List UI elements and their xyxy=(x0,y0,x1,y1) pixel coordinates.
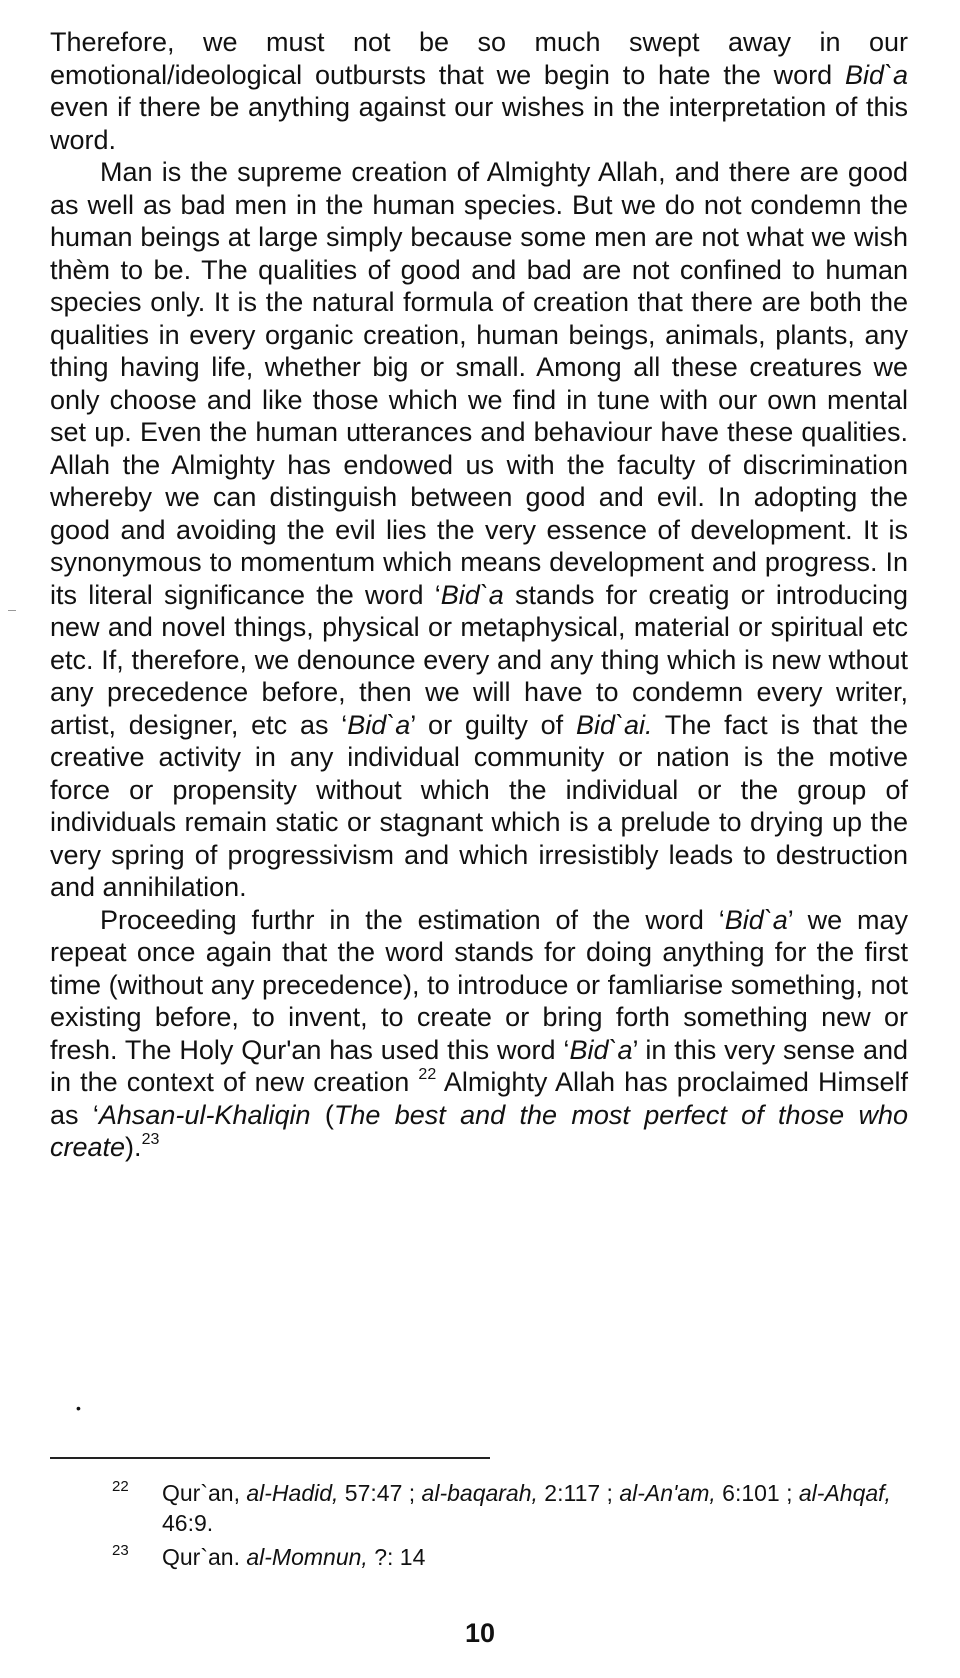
term-bida: Bid`a xyxy=(440,579,504,610)
paragraph-2: Man is the supreme creation of Almighty Allah, and there are good as well as bad men in the human species. But we do not condemn the human beings at large simply because some men are not what we wish thèm to be. The qualities of good and bad are not confined to human species only. It is the natural formula of creation that there are both the qualities in every organic creation, human beings, animals, plants, any thing having life, whether big or small. Among all these creatures we only choose and like those which we find in tune with our own mental set up. Even the human utterances and behaviour have these qualities. Allah the Almighty has endowed us with the faculty of discrimination whereby we can distinguish between good and evil. In adopting the good and avoiding the evil lies the very essence of development. It is synonymous to momentum which means development and progress. In its literal significance the word ‘Bid`a stands for creatig or introducing new and novel things, physical or metaphysical, material or spiritual etc etc. If, therefore, we denounce every and any thing which is new wthout any precedence before, then we will have to condemn every writer, artist, designer, etc as ‘Bid`a’ or guilty of Bid`ai. The fact is that the creative activity in any individual community or nation is the motive force or propensity without which the individual or the group of individuals remain static or stagnant which is a prelude to drying up the very spring of progressivism and which irresistibly leads to destruction and annihilation. xyxy=(50,157,908,902)
body-text xyxy=(50,26,908,1164)
term-bidai: Bid`ai. xyxy=(575,709,653,740)
footnote-number: 23 xyxy=(112,1542,129,1559)
footnote-23: 23 Qur`an. al-Momnun, ?: 14 xyxy=(50,1542,920,1572)
footnote-number: 22 xyxy=(112,1478,129,1495)
footnote-divider xyxy=(50,1457,490,1459)
term-bida: Bid`a xyxy=(569,1034,633,1065)
bullet-mark: • xyxy=(76,1400,81,1416)
term-bida: Bid`a xyxy=(347,709,411,740)
margin-mark xyxy=(8,610,16,611)
page-number: 10 xyxy=(464,1618,496,1648)
footnote-ref-23[interactable]: 23 xyxy=(141,1131,160,1148)
footnote-22: 22 Qur`an, al-Hadid, 57:47 ; al-baqarah, 2:117 ; al-An'am, 6:101 ; al-Ahqaf, 46:9. xyxy=(50,1478,920,1538)
footnotes xyxy=(50,1478,920,1576)
term-bida: Bid`a xyxy=(844,59,908,90)
term-bida: Bid`a xyxy=(724,904,788,935)
paragraph-3: Proceeding furthr in the estimation of the word ‘Bid`a’ we may repeat once again that the word stands for doing anything for the first time (without any precedence), to introduce or famliarise something, not existing before, to invent, to create or bring forth something new or fresh. The Holy Qur'an has used this word ‘Bid`a’ in this very sense and in the context of new creation $^{22}$ Almighty Allah has proclaimed Himself as ‘Ahsan-ul-Khaliqin (The best and the most perfect of those who create).$^{23}$ xyxy=(50,904,909,1162)
term-ahsan-ul-khaliqin: Ahsan-ul-Khaliqin xyxy=(98,1099,311,1130)
paragraph-1: Therefore, we must not be so much swept away in our emotional/ideological outbursts that we begin to hate the word Bid`a even if there be anything against our wishes in the interpretation of this word. xyxy=(50,27,908,155)
translation-phrase: The best and the most perfect of those who create xyxy=(50,1099,908,1162)
footnote-ref-22[interactable]: 22 xyxy=(418,1066,437,1083)
